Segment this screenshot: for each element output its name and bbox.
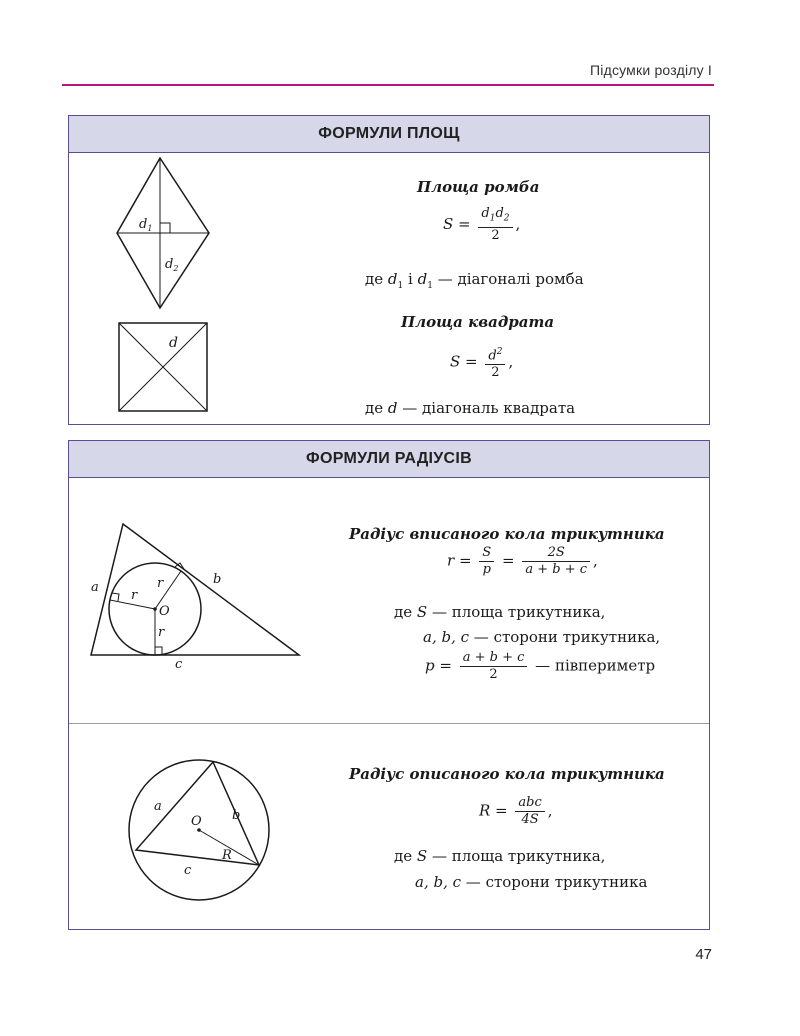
inscribed-line1: де S — площа трикутника, [394,603,606,621]
rhombus-formula: S = $\frac{d_1d_2}{2}$ , [443,206,521,243]
inscribed-triangle [91,524,299,655]
square-fraction: $\frac{d^2}{2}$ [485,344,505,381]
circumscribed-title: Радіус описаного кола трикутника [349,765,665,783]
header-rule [62,84,714,86]
label-r-bottom: r [158,625,165,640]
inscribed-line3: p = $\frac{a + b + c}{2}$ — півпериметр [425,650,656,682]
right-angle-bottom [155,647,162,655]
square-note: де d — діагональ квадрата [365,399,576,417]
circumscribed-line1: де S — площа трикутника, [394,847,606,865]
label-b: b [213,572,222,587]
circumscribed-formula: R = $\frac{\text{abc}}{4S}$ , [479,795,553,827]
rhombus-fraction: $\frac{d_1d_2}{2}$ [478,206,512,244]
radii-title: ФОРМУЛИ РАДІУСІВ [69,441,709,478]
circ-label-c: c [184,863,192,878]
areas-title: ФОРМУЛИ ПЛОЩ [69,116,709,153]
inscribed-figure [83,519,308,672]
radii-box [68,440,710,930]
rhombus-formula-lhs: S = [443,214,471,233]
circumscribed-figure [125,755,275,905]
inscribed-line2: a, b, c — сторони трикутника, [423,628,661,646]
label-a: a [91,580,99,595]
label-r-left: r [131,588,138,603]
inscribed-formula: r = $\frac{S}{p}$ = $\frac{2S}{a + b + c}$ , [447,545,598,577]
section-divider [69,723,709,724]
rhombus-figure [113,156,223,316]
label-O: O [159,604,170,619]
right-angle-mark [160,223,170,233]
label-r-right: r [157,576,164,591]
rhombus-label-d1: $d_1$ [139,217,153,233]
right-angle-left [112,593,119,601]
square-figure [117,321,209,413]
inscribed-title: Радіус вписаного кола трикутника [349,525,665,543]
rhombus-title: Площа ромба [417,178,540,196]
circ-label-a: a [154,799,162,814]
circ-label-b: b [232,808,241,823]
label-c: c [175,657,183,672]
square-formula: S = $\frac{d^2}{2}$ , [450,344,513,381]
square-label-d: d [169,335,178,351]
rhombus-note: де $d_1$ і $d_1$ — діагоналі ромба [365,270,584,291]
circ-label-O: O [191,814,202,829]
circ-label-R: R [222,848,232,863]
areas-box [68,115,710,425]
running-head: Підсумки розділу І [590,62,712,78]
rhombus-label-d2: $d_2$ [165,257,179,273]
incenter-point [153,607,157,611]
square-title: Площа квадрата [401,313,555,331]
page-number: 47 [695,946,712,963]
circumscribed-line2: a, b, c — сторони трикутника [415,873,648,891]
